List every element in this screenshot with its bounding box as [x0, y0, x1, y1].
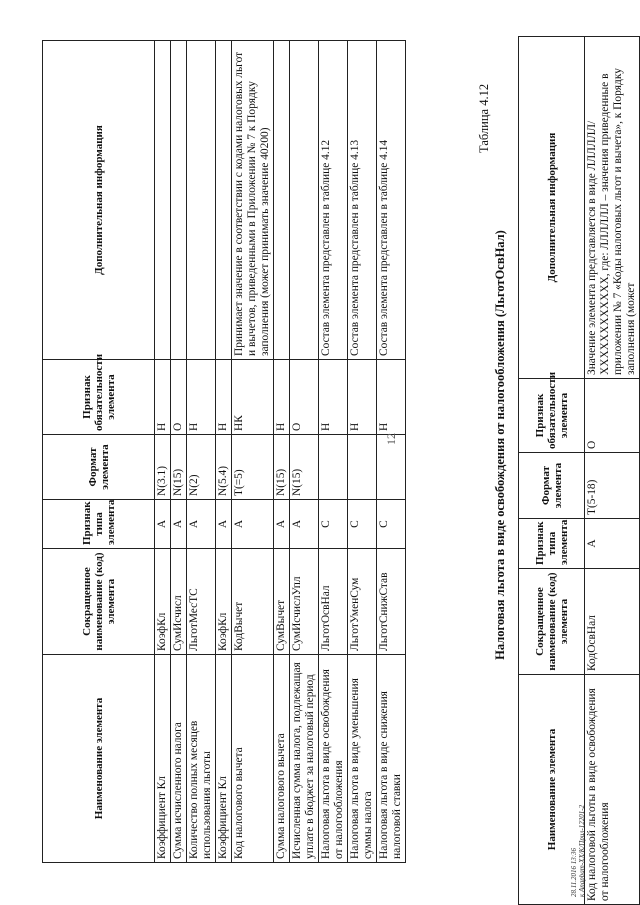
cell-info: Состав элемента представлен в таблице 4.13 [348, 41, 377, 360]
cell-info [155, 41, 171, 360]
cell-info: Значение элемента представляется в виде ЛЛЛЛЛЛ/ХХХХХХХХХХХХ, где: ЛЛЛЛЛЛ – значения приведенные в приложении № 7 «Коды налоговых льгот и вычета», к Порядку заполнения (может [585, 37, 640, 379]
cell-name: Сумма налогового вычета [274, 655, 290, 863]
cell-name: Код налоговой льготы в виде освобождения от налогообложения [585, 675, 640, 905]
cell-name: Сумма исчисленного налога [171, 655, 187, 863]
cell-code: КоэфКл [216, 549, 232, 655]
header-name: Наименование элемента [43, 655, 155, 863]
cell-info [187, 41, 216, 360]
header-required: Признак обязательности элемента [519, 379, 585, 453]
header-format: Формат элемента [519, 453, 585, 519]
cell-code: СумИсчисл [171, 549, 187, 655]
table-row [216, 41, 232, 863]
cell-req: Н [274, 360, 290, 435]
cell-req: О [290, 360, 319, 435]
cell-code: ЛьготУменСум [348, 549, 377, 655]
cell-format: T(5-18) [585, 453, 640, 519]
cell-name: Налоговая льгота в виде снижения налоговой ставки [377, 655, 406, 863]
table-row [290, 41, 319, 863]
cell-format: N(15) [290, 435, 319, 500]
cell-type: А [187, 500, 216, 549]
cell-req: Н [377, 360, 406, 435]
cell-req: Н [319, 360, 348, 435]
cell-format: N(5.4) [216, 435, 232, 500]
cell-type: С [377, 500, 406, 549]
cell-info: Принимает значение в соответствии с кодами налоговых льгот и вычетов, приведенными в Приложении № 7 к Порядку заполнения (может принимать значение 40200) [232, 41, 274, 360]
cell-code: СумВычет [274, 549, 290, 655]
cell-req: О [171, 360, 187, 435]
cell-info [171, 41, 187, 360]
header-required: Признак обязательности элемента [43, 360, 155, 435]
cell-name: Коэффициент Кл [155, 655, 171, 863]
cell-type: А [290, 500, 319, 549]
footer-date: 28.11.2016 13:36 [570, 847, 578, 897]
cell-format: N(15) [274, 435, 290, 500]
cell-info: Состав элемента представлен в таблице 4.12 [319, 41, 348, 360]
cell-code: ЛьготСнижСтав [377, 549, 406, 655]
cell-type: А [171, 500, 187, 549]
cell-format: N(2) [187, 435, 216, 500]
cell-name: Налоговая льгота в виде уменьшения суммы налога [348, 655, 377, 863]
header-type: Признак типа элемента [43, 500, 155, 549]
cell-info [290, 41, 319, 360]
footer-stamp [570, 805, 586, 897]
cell-req: НК [232, 360, 274, 435]
cell-format: T(=5) [232, 435, 274, 500]
cell-type: С [348, 500, 377, 549]
cell-info: Состав элемента представлен в таблице 4.14 [377, 41, 406, 360]
header-short-name: Сокращенное наименование (код) элемента [519, 569, 585, 675]
table-row [171, 41, 187, 863]
table-title: Налоговая льгота в виде освобождения от налогообложения (ЛьготОсвНал) [493, 230, 507, 660]
cell-req: О [585, 379, 640, 453]
header-info: Дополнительная информация [519, 37, 585, 379]
table-row [187, 41, 216, 863]
table-row [348, 41, 377, 863]
cell-req: Н [348, 360, 377, 435]
cell-type: А [585, 519, 640, 569]
cell-req: Н [155, 360, 171, 435]
header-name: Наименование элемента [519, 675, 585, 905]
exemption-table [518, 36, 640, 905]
footer-reference: к Anapbam-XX/К/Прил-12201-2 [578, 804, 586, 897]
cell-req: Н [216, 360, 232, 435]
cell-code: СумИсчислУпл [290, 549, 319, 655]
cell-code: КодОсвНал [585, 569, 640, 675]
cell-code: КодВычет [232, 549, 274, 655]
cell-code: ЛьготМесТС [187, 549, 216, 655]
cell-type: А [216, 500, 232, 549]
cell-format [319, 435, 348, 500]
cell-format: N(15) [171, 435, 187, 500]
header-short-name: Сокращенное наименование (код) элемента [43, 549, 155, 655]
cell-name: Код налогового вычета [232, 655, 274, 863]
cell-name: Налоговая льгота в виде освобождения от налогообложения [319, 655, 348, 863]
cell-code: ЛьготОсвНал [319, 549, 348, 655]
cell-name: Коэффициент Кл [216, 655, 232, 863]
cell-req: Н [187, 360, 216, 435]
header-info: Дополнительная информация [43, 41, 155, 360]
cell-type: А [274, 500, 290, 549]
page-number: 12 [384, 433, 398, 445]
cell-code: КоэфКл [155, 549, 171, 655]
header-type: Признак типа элемента [519, 519, 585, 569]
header-format: Формат элемента [43, 435, 155, 500]
table-number: Таблица 4.12 [477, 83, 491, 153]
cell-name: Исчисленная сумма налога, подлежащая уплате в бюджет за налоговый период [290, 655, 319, 863]
table-row [274, 41, 290, 863]
cell-format: N(3.1) [155, 435, 171, 500]
table-row [232, 41, 274, 863]
cell-info [216, 41, 232, 360]
cell-info [274, 41, 290, 360]
table-row [377, 41, 406, 863]
table-row [155, 41, 171, 863]
cell-name: Количество полных месяцев использования льготы [187, 655, 216, 863]
elements-table [42, 40, 406, 863]
cell-type: А [155, 500, 171, 549]
table-row [585, 37, 640, 905]
table-row [319, 41, 348, 863]
cell-type: С [319, 500, 348, 549]
cell-type: А [232, 500, 274, 549]
cell-format [348, 435, 377, 500]
